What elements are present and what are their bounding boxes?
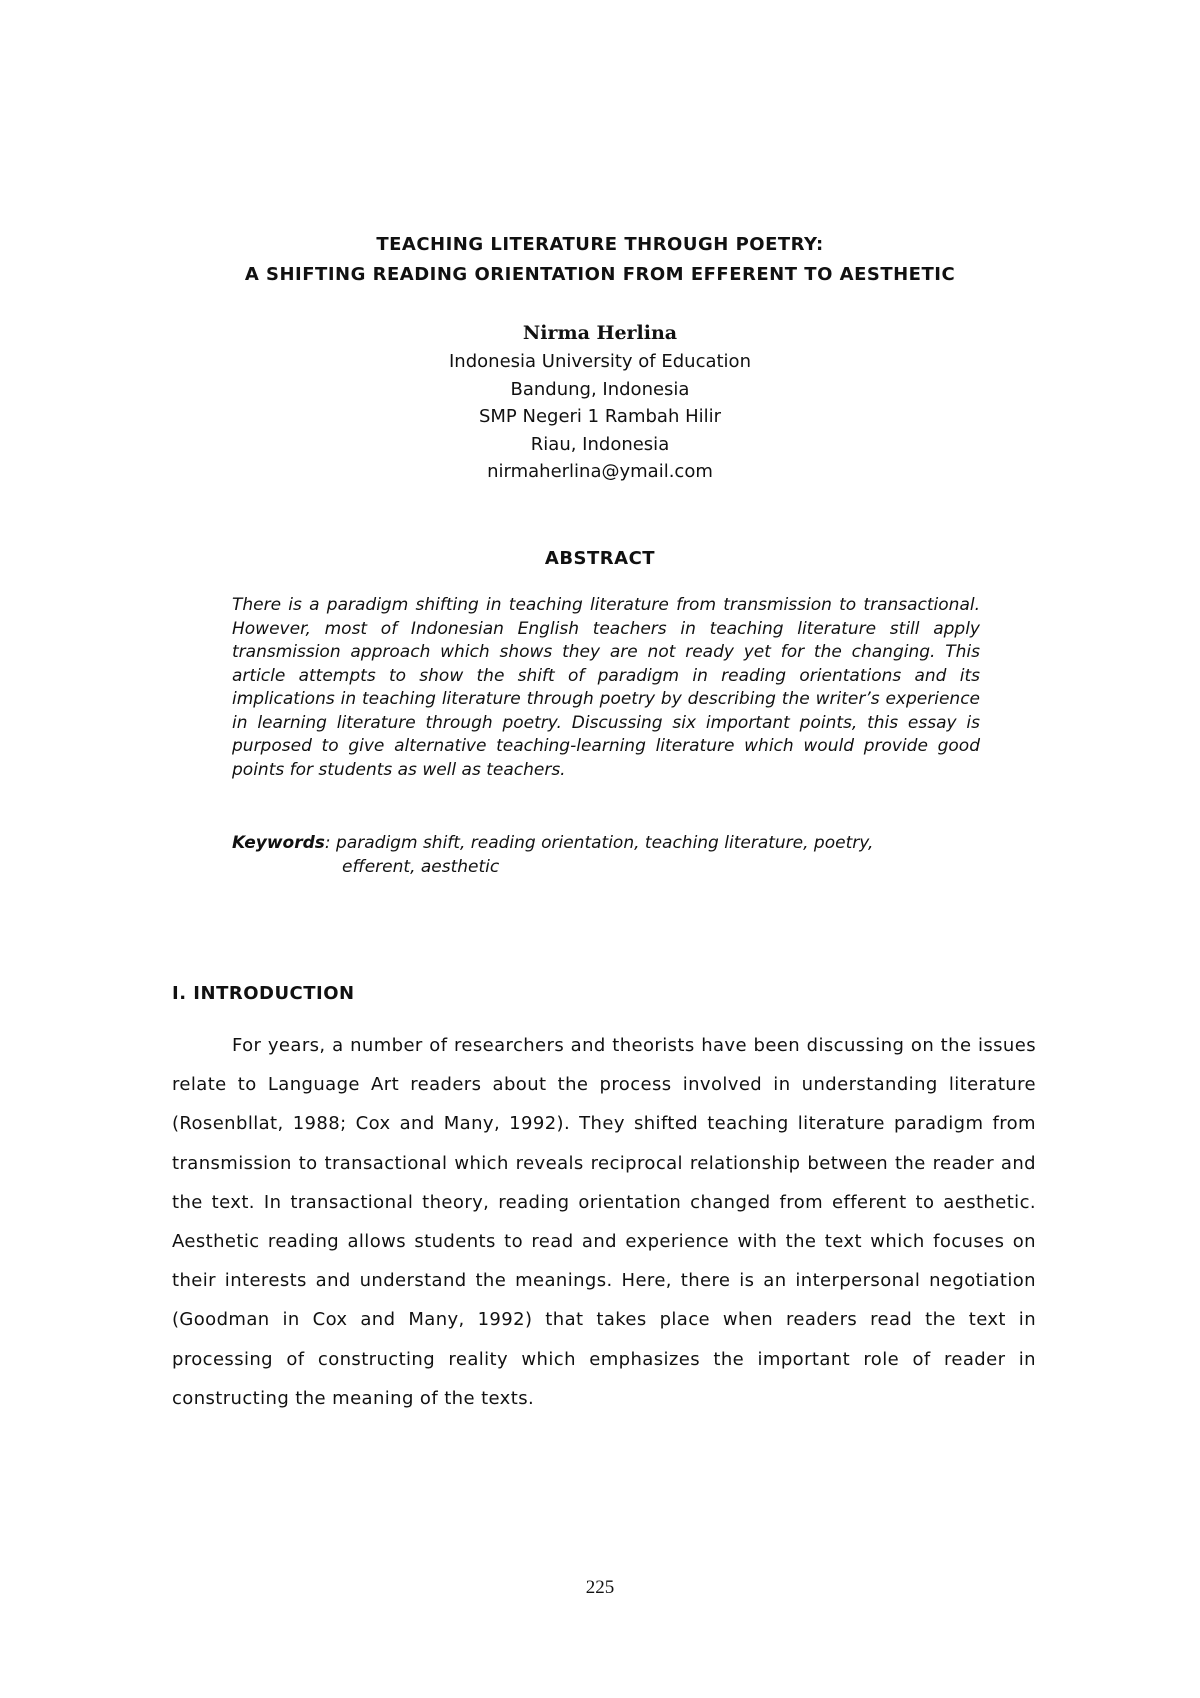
keywords-list-1: : paradigm shift, reading orientation, teaching literature, poetry, xyxy=(324,833,874,853)
affiliation-university: Indonesia University of Education xyxy=(449,351,751,372)
introduction-heading: I. INTRODUCTION xyxy=(172,983,355,1004)
affiliation-school: SMP Negeri 1 Rambah Hilir xyxy=(478,406,722,427)
affiliation-region: Riau, Indonesia xyxy=(530,433,670,455)
title-line-1: TEACHING LITERATURE THROUGH POETRY: xyxy=(376,234,824,255)
abstract-heading: ABSTRACT xyxy=(544,548,656,569)
keywords-list-2: efferent, aesthetic xyxy=(342,857,500,877)
affiliation-city: Bandung, Indonesia xyxy=(510,378,690,400)
abstract-text: There is a paradigm shifting in teaching literature from transmission to transactional. However, most of Indonesian English teachers in teaching literature still apply transmission approach which shows they are not ready yet for the changing. This article attempts to show the shift of paradigm in reading orientations and its implications in teaching literature through poetry by describing the writer’s experience in learning literature through poetry. Discussing six important points, this essay is purposed to give alternative teaching-learning literature which would provide good points for students as well as teachers. xyxy=(232,595,980,780)
author-email: nirmaherlina@ymail.com xyxy=(487,461,713,482)
title-line-2: A SHIFTING READING ORIENTATION FROM EFFERENT TO AESTHETIC xyxy=(244,264,956,285)
keywords-label: Keywords xyxy=(232,833,325,853)
author-name: Nirma Herlina xyxy=(522,322,678,344)
keywords-line-1 xyxy=(232,831,980,855)
introduction-paragraph: For years, a number of researchers and theorists have been discussing on the issues relate to Language Art readers about the process involved in understanding literature (Rosenbllat, 1988; Cox and Many, 1992). They shifted teaching literature paradigm from transmission to transactional which reveals reciprocal relationship between the reader and the text. In transactional theory, reading orientation changed from efferent to aesthetic. Aesthetic reading allows students to read and experience with the text which focuses on their interests and understand the meanings. Here, there is an interpersonal negotiation (Goodman in Cox and Many, 1992) that takes place when readers read the text in processing of constructing reality which emphasizes the important role of reader in constructing the meaning of the texts. xyxy=(172,1035,1036,1409)
author-block xyxy=(250,318,950,486)
paper-title xyxy=(150,230,1050,290)
page-number: 225 xyxy=(585,1577,615,1598)
keywords xyxy=(232,831,980,879)
